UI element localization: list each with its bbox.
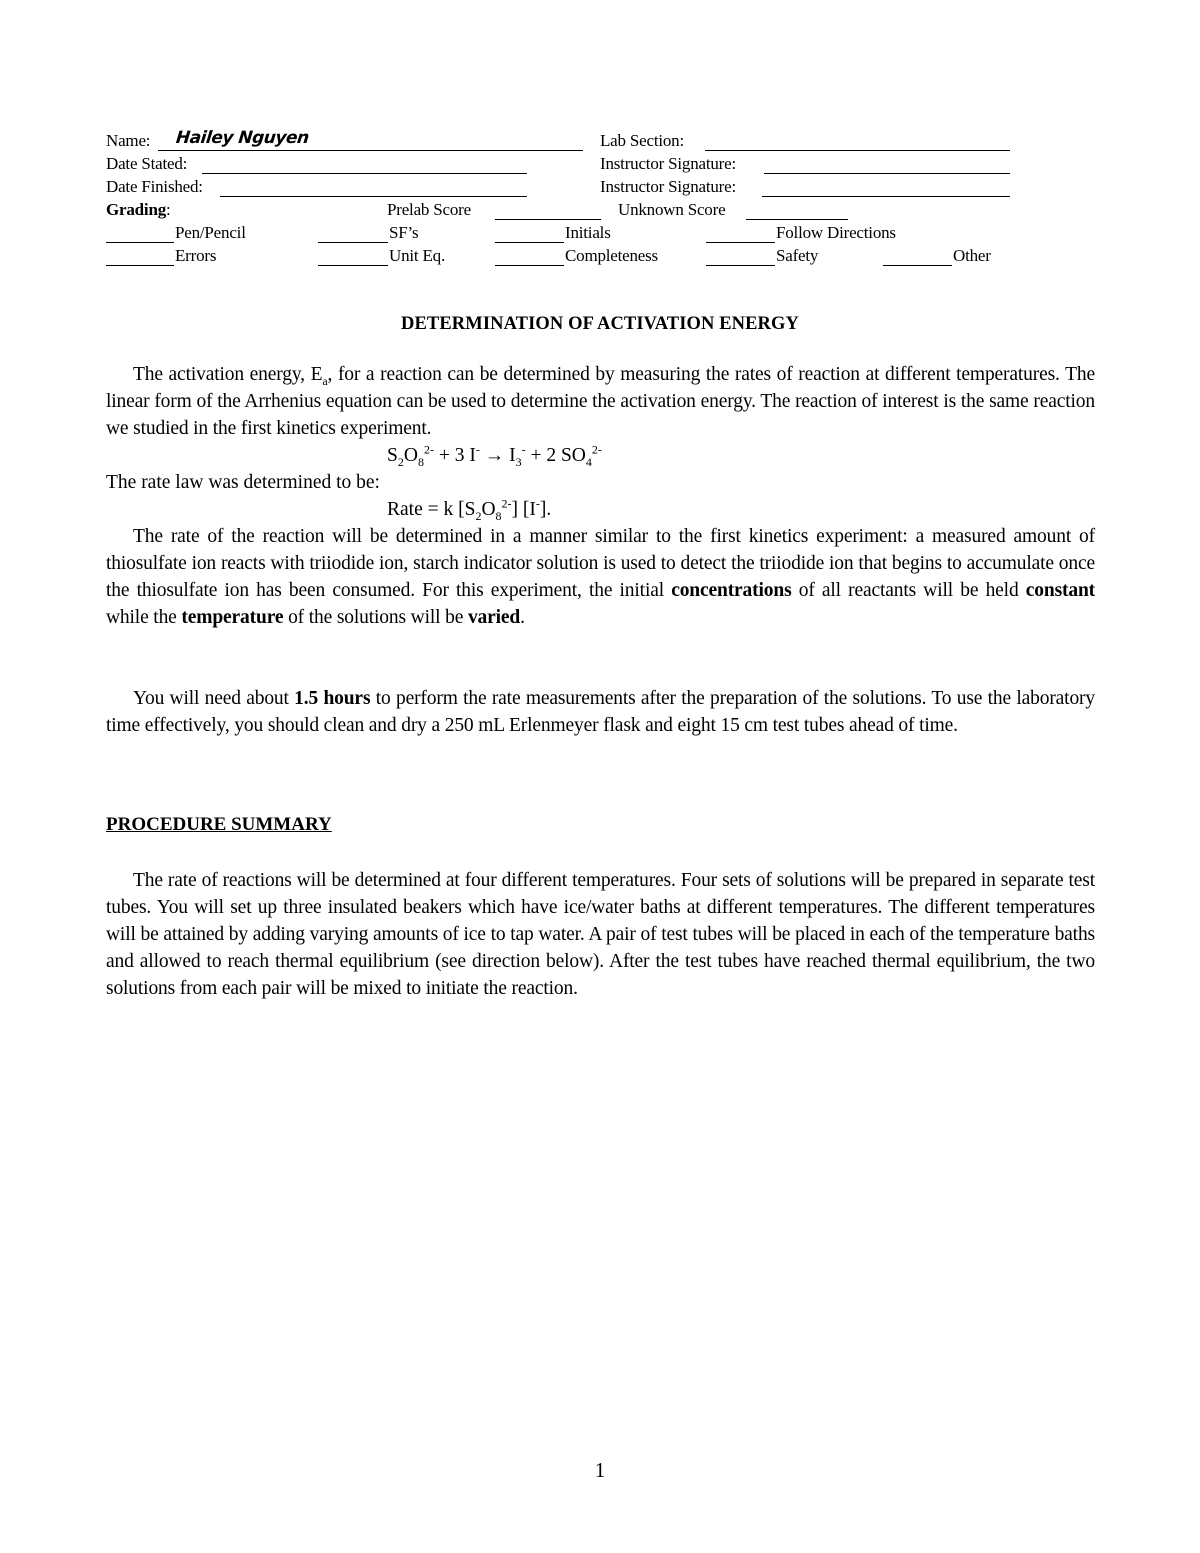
unknown-score-label: Unknown Score (618, 200, 726, 219)
grading-label: Grading: (106, 200, 171, 219)
instructor-signature-1-label: Instructor Signature: (600, 154, 737, 173)
procedure-paragraph: The rate of reactions will be determined at four different temperatures. Four sets of solutions will be prepared in separate test tubes. You will set up three insulated beakers which have ice/water baths at different temperatures. The different temperatures will be attained by adding varying amounts of ice to tap water. A pair of test tubes will be placed in each of the temperature baths and allowed to reach thermal equilibrium (see direction below). After the test tubes have reached thermal equilibrium, the two solutions from each pair will be mixed to initiate the reaction. (106, 870, 1095, 999)
date-finished-label: Date Finished: (106, 177, 203, 196)
grade-label-errors: Errors (175, 246, 217, 265)
grade-blank[interactable] (106, 265, 174, 266)
rate-law-intro: The rate law was determined to be: (106, 472, 380, 493)
prelab-score-label: Prelab Score (387, 200, 471, 219)
lab-section-field[interactable] (705, 150, 1010, 151)
page-number: 1 (594, 1458, 606, 1482)
name-label: Name: (106, 131, 151, 150)
grade-label-sfs: SF’s (389, 223, 419, 242)
instructor-signature-2-field[interactable] (762, 196, 1010, 197)
unknown-score-field[interactable] (746, 219, 848, 220)
grade-label-unit-eq: Unit Eq. (389, 246, 446, 265)
grade-label-other: Other (953, 246, 991, 265)
name-signature: Hailey Nguyen (174, 128, 310, 148)
procedure-summary-heading: PROCEDURE SUMMARY (106, 814, 332, 835)
time-paragraph: You will need about 1.5 hours to perform the rate measurements after the preparation of the solutions. To use the laboratory time effectively, you should clean and dry a 250 mL Erlenmeyer flask and eight 15 cm test tubes ahead of time. (106, 688, 1095, 736)
grade-blank[interactable] (318, 265, 388, 266)
grade-label-follow-directions: Follow Directions (776, 223, 896, 242)
date-started-label: Date Stated: (106, 154, 188, 173)
grade-blank[interactable] (706, 265, 775, 266)
grade-blank[interactable] (495, 242, 564, 243)
grade-blank[interactable] (318, 242, 388, 243)
date-finished-field[interactable] (220, 196, 527, 197)
method-paragraph: The rate of the reaction will be determined in a manner similar to the first kinetics experiment: a measured amount of thiosulfate ion reacts with triiodide ion, starch indicator solution is used to detect the triiodide ion that begins to accumulate once the thiosulfate ion has been consumed. For this experiment, the initial concentrations of all reactants will be held constant while the temperature of the solutions will be varied. (106, 526, 1095, 628)
grade-label-safety: Safety (776, 246, 819, 265)
document-title: DETERMINATION OF ACTIVATION ENERGY (401, 314, 799, 334)
instructor-signature-2-label: Instructor Signature: (600, 177, 737, 196)
grade-label-initials: Initials (565, 223, 611, 242)
prelab-score-field[interactable] (495, 219, 601, 220)
grade-blank[interactable] (495, 265, 564, 266)
grade-label-completeness: Completeness (565, 246, 658, 265)
intro-paragraph: The activation energy, $E_a$, for a reaction can be determined by measuring the rates of reaction at different temperatures. The linear form of the Arrhenius equation can be used to determine the activation energy. The reaction of interest is the same reaction we studied in the first kinetics experiment. (106, 364, 1095, 439)
grade-label-pen-pencil: Pen/Pencil (175, 223, 246, 242)
grade-blank[interactable] (106, 242, 174, 243)
name-field[interactable] (158, 150, 583, 151)
rate-law-equation: Rate = k $[S_2O_8^{2-}]$ [I-]. (387, 496, 552, 523)
grade-blank[interactable] (706, 242, 775, 243)
reaction-equation: $S_2O_8^{2-} + 3$ $I^- \to I_3^- + 2$ $SO_4^{2-}$ (387, 442, 602, 469)
date-started-field[interactable] (202, 173, 527, 174)
lab-section-label: Lab Section: (600, 131, 684, 150)
instructor-signature-1-field[interactable] (764, 173, 1010, 174)
grade-blank[interactable] (883, 265, 952, 266)
